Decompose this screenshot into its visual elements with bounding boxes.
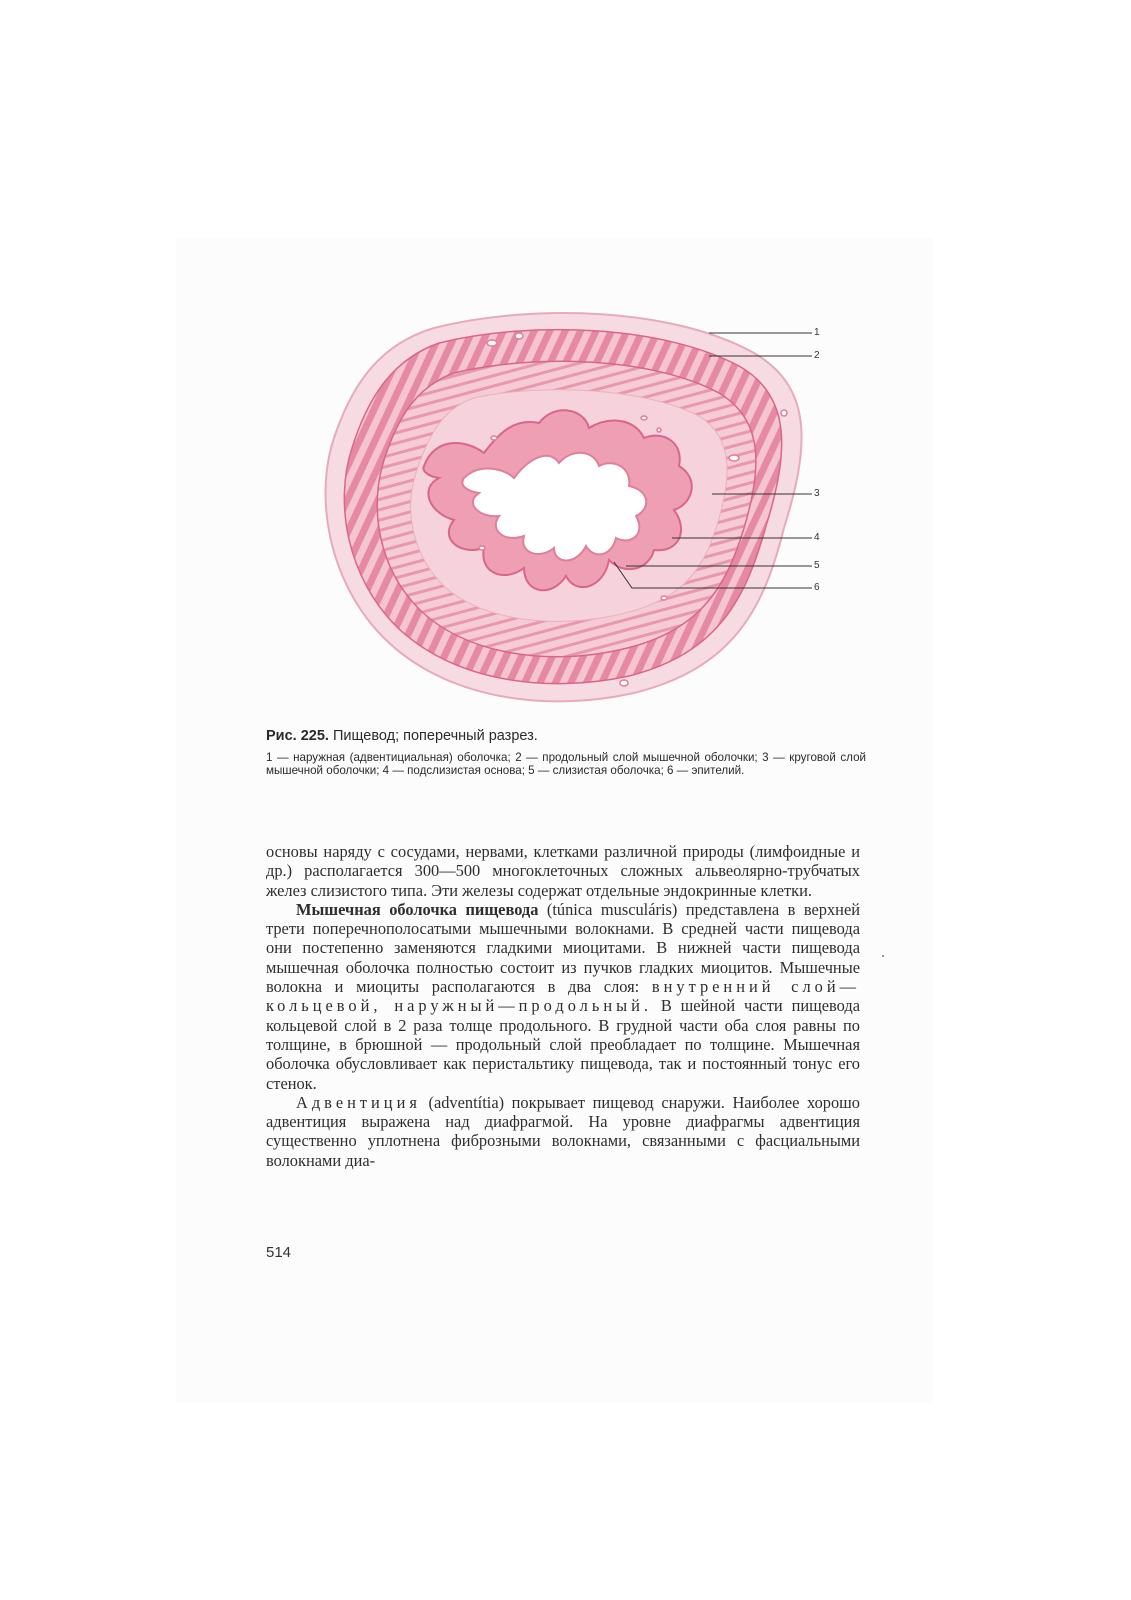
- page-number: 514: [266, 1244, 292, 1261]
- paragraph-2: [266, 900, 860, 1093]
- body-text: [266, 842, 860, 1170]
- scan-speck: [882, 955, 884, 957]
- paragraph-1: основы наряду с сосудами, нервами, клетками различной природы (лимфоидные и др.) располагается 300—500 многоклеточных сложных альвеолярно-трубчатых желез слизистого типа. Эти железы содержат отдельные эндокринные клетки.: [266, 842, 860, 900]
- paragraph-3: [266, 1093, 860, 1170]
- figure-label-2: 2: [814, 350, 820, 361]
- figure-label-3: 3: [814, 488, 820, 499]
- caption-title: [266, 727, 866, 745]
- paragraph-2-text-b: В шейной части пищевода кольцевой слой в 2 раза толще продольного. В грудной части оба слоя равны по толщине, в брюшной — продольный слой преобладает по толщине. Мышечная оболочка обусловливает как перистальтику пищевода, так и постоянный тонус его стенок.: [266, 996, 860, 1093]
- figure-label-1: 1: [814, 327, 820, 338]
- paragraph-3-text: (adventítia) покрывает пищевод снаружи. Наиболее хорошо адвентиция выражена над диафрагмой. На уровне диафрагмы адвентиция существенно уплотнена фиброзными волокнами, связанными с фасциальными волокнами диа-: [266, 1092, 860, 1170]
- paragraph-3-term: Адвентиция: [296, 1092, 421, 1112]
- histology-illustration: [314, 298, 834, 716]
- caption-figure-number: Рис. 225.: [266, 728, 329, 744]
- caption-figure-title: Пищевод; поперечный разрез.: [328, 728, 538, 744]
- paragraph-2-text-a: (túnica musculáris) представлена в верхней трети поперечнополосатыми мышечными волокнами. В средней части пищевода они постепенно заменяются гладкими миоцитами. В нижней части пищевода мышечная оболочка полностью состоит из пучков гладких миоцитов. Мышечные волокна и миоциты располагаются в два слоя:: [266, 899, 860, 997]
- figure-label-6: 6: [814, 582, 820, 593]
- paragraph-2-spaced-text: внутренний слой—кольцевой, наружный—продольный.: [266, 977, 860, 1016]
- figure-label-5: 5: [814, 560, 820, 571]
- figure-caption: [266, 727, 866, 777]
- paragraph-2-heading: Мышечная оболочка пищевода: [296, 899, 539, 919]
- caption-legend: 1 — наружная (адвентициальная) оболочка; 2 — продольный слой мышечной оболочки; 3 — круговой слой мышечной оболочки; 4 — подслизистая основа; 5 — слизистая оболочка; 6 — эпителий.: [266, 751, 866, 778]
- figure-label-4: 4: [814, 532, 820, 543]
- esophagus-cross-section-figure: [314, 298, 834, 716]
